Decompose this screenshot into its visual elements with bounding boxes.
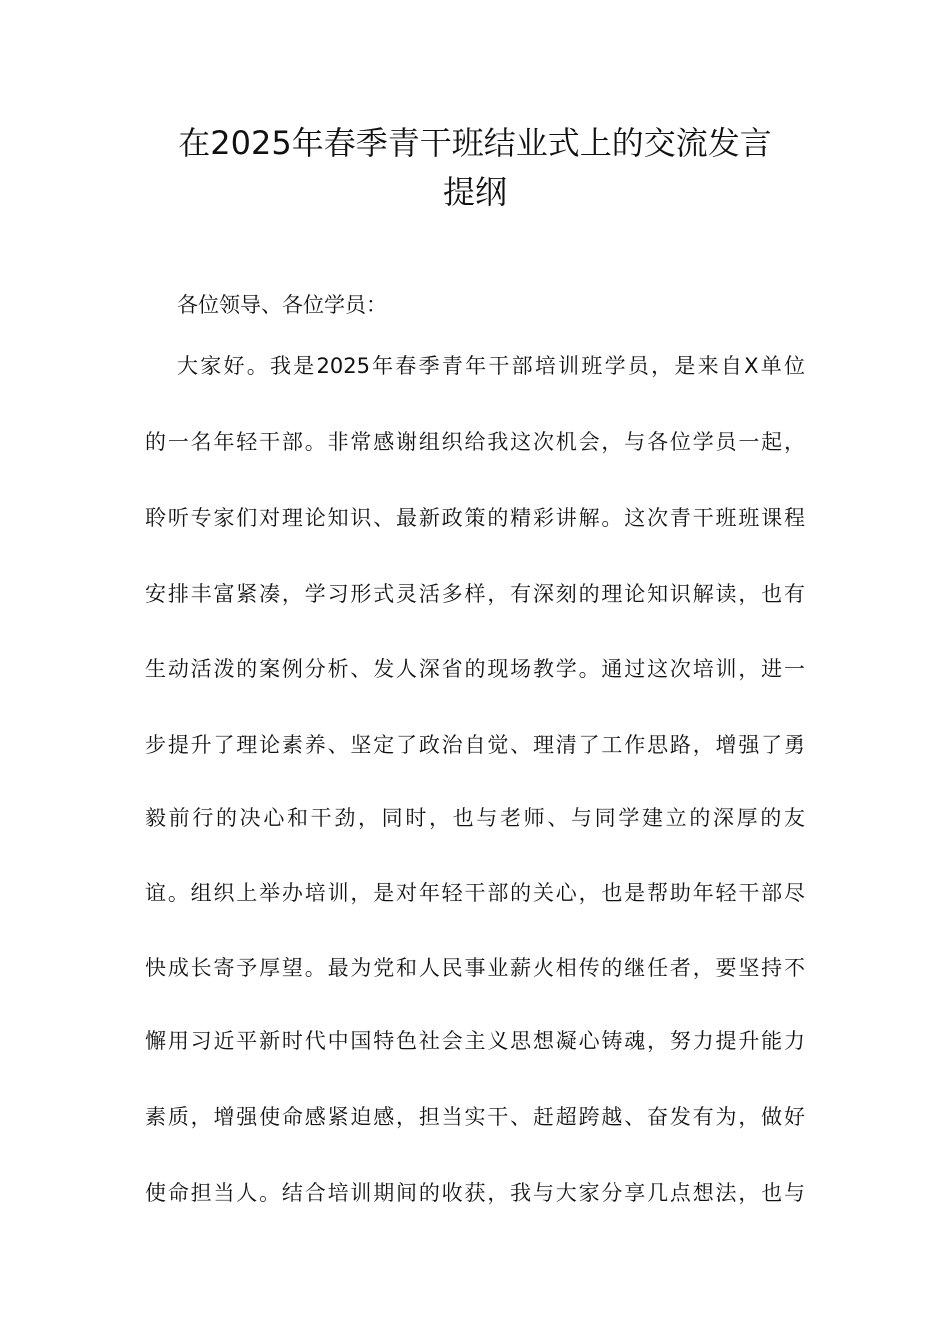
- salutation: 各位领导、各位学员：: [177, 293, 387, 317]
- paragraph-line: 快成长寄予厚望。最为党和人民事业薪火相传的继任者，要坚持不: [145, 956, 805, 980]
- paragraph-line: 大家好。我是2025年春季青年干部培训班学员，是来自X单位: [177, 354, 805, 378]
- paragraph-line: 使命担当人。结合培训期间的收获，我与大家分享几点想法，也与: [145, 1181, 805, 1205]
- paragraph-line: 生动活泼的案例分析、发人深省的现场教学。通过这次培训，进一: [145, 657, 805, 681]
- document-title-line-2: 提纲: [442, 173, 507, 211]
- paragraph-line: 懈用习近平新时代中国特色社会主义思想凝心铸魂，努力提升能力: [145, 1029, 805, 1053]
- paragraph-line: 素质，增强使命感紧迫感，担当实干、赶超跨越、奋发有为，做好: [145, 1105, 805, 1129]
- paragraph-line: 聆听专家们对理论知识、最新政策的精彩讲解。这次青干班班课程: [145, 506, 805, 530]
- paragraph-line: 安排丰富紧凑，学习形式灵活多样，有深刻的理论知识解读，也有: [145, 582, 805, 606]
- document-title-line-1: 在2025年春季青干班结业式上的交流发言: [178, 124, 772, 162]
- paragraph-line: 步提升了理论素养、坚定了政治自觉、理清了工作思路，增强了勇: [145, 733, 805, 757]
- paragraph-line: 的一名年轻干部。非常感谢组织给我这次机会，与各位学员一起，: [145, 430, 805, 454]
- paragraph-line: 毅前行的决心和干劲，同时，也与老师、与同学建立的深厚的友: [145, 806, 805, 830]
- paragraph-line: 谊。组织上举办培训，是对年轻干部的关心，也是帮助年轻干部尽: [145, 881, 805, 905]
